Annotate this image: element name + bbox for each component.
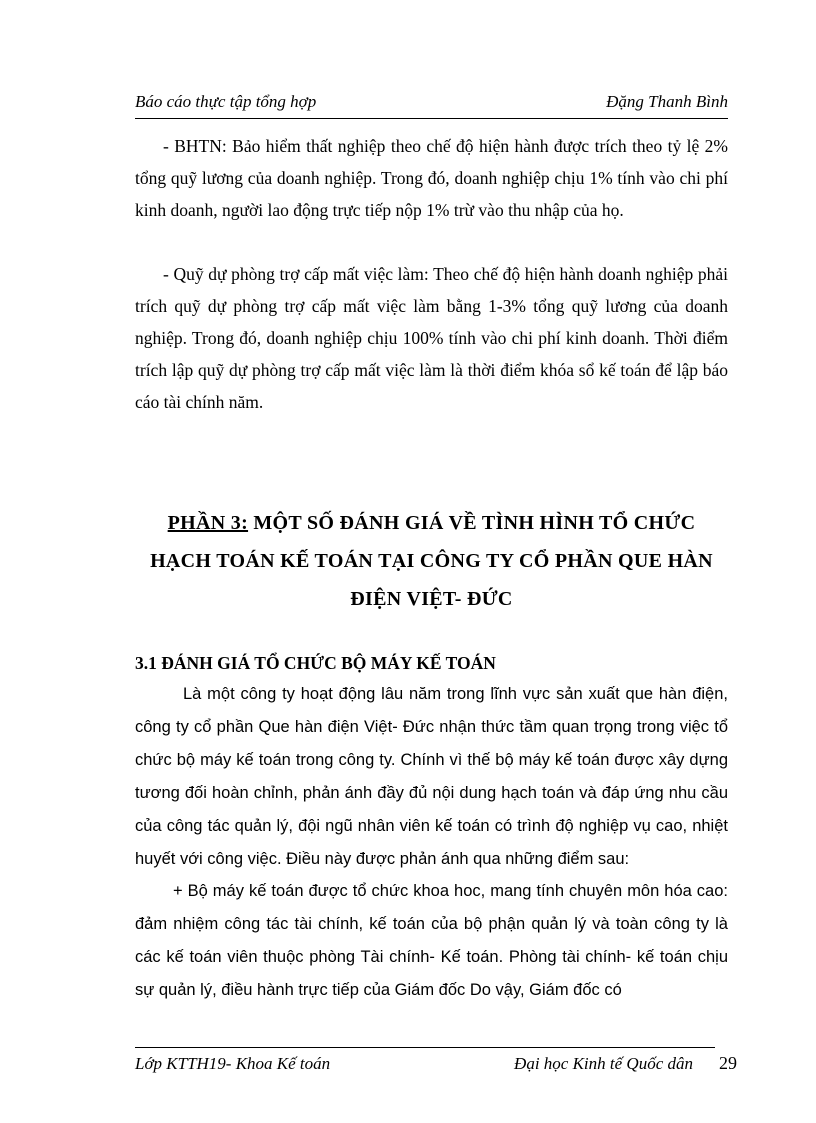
paragraph-quy-du-phong: - Quỹ dự phòng trợ cấp mất việc làm: Theo chế độ hiện hành doanh nghiệp phải trích quỹ dự phòng trợ cấp mất việc làm bằng 1-3% tổng quỹ lương của doanh nghiệp. Trong đó, doanh nghiệp chịu 100% tính vào chi phí kinh doanh. Thời điểm trích lập quỹ dự phòng trợ cấp mất việc làm là thời điểm khóa sổ kế toán để lập báo cáo tài chính năm. [135,264,728,412]
subsection-heading: 3.1 ĐÁNH GIÁ TỔ CHỨC BỘ MÁY KẾ TOÁN [135,653,496,673]
page-header [135,90,728,119]
paragraph-bhtn: - BHTN: Bảo hiểm thất nghiệp theo chế độ hiện hành được trích theo tỷ lệ 2% tổng quỹ lương của doanh nghiệp. Trong đó, doanh nghiệp chịu 1% tính vào chi phí kinh doanh, người lao động trực tiếp nộp 1% trừ vào thu nhập của họ. [135,136,728,220]
section-label: PHẦN 3: [167,512,249,534]
header-author: Đặng Thanh Bình [606,92,728,111]
header-report-title: Báo cáo thực tập tổng hợp [135,92,317,111]
footer-class: Lớp KTTH19- Khoa Kế toán [135,1054,331,1073]
page-footer [135,1047,715,1078]
body-paragraph-intro: Là một công ty hoạt động lâu năm trong lĩnh vực sản xuất que hàn điện, công ty cổ phần Que hàn điện Việt- Đức nhận thức tầm quan trọng trong việc tổ chức bộ máy kế toán trong công ty. Chính vì thế bộ máy kế toán được xây dựng tương đối hoàn chỉnh, phản ánh đầy đủ nội dung hạch toán và đáp ứng nhu cầu của công tác quản lý, đội ngũ nhân viên kế toán có trình độ nghiệp vụ cao, nhiệt huyết với công việc. Điều này được phản ánh qua những điểm sau: [135,685,728,868]
section-title-text: MỘT SỐ ĐÁNH GIÁ VỀ TÌNH HÌNH TỔ CHỨC HẠCH TOÁN KẾ TOÁN TẠI CÔNG TY CỔ PHẦN QUE HÀN ĐIỆN VIỆT- ĐỨC [150,512,713,610]
footer-university: Đại học Kinh tế Quốc dân [514,1054,693,1073]
body-paragraph-point: + Bộ máy kế toán được tổ chức khoa hoc, mang tính chuyên môn hóa cao: đảm nhiệm công tác tài chính, kế toán của bộ phận quản lý và toàn công ty là các kế toán viên thuộc phòng Tài chính- Kế toán. Phòng tài chính- kế toán chịu sự quản lý, điều hành trực tiếp của Giám đốc Do vậy, Giám đốc có [135,882,728,999]
page-number: 29 [719,1053,737,1073]
section-heading [135,504,728,618]
